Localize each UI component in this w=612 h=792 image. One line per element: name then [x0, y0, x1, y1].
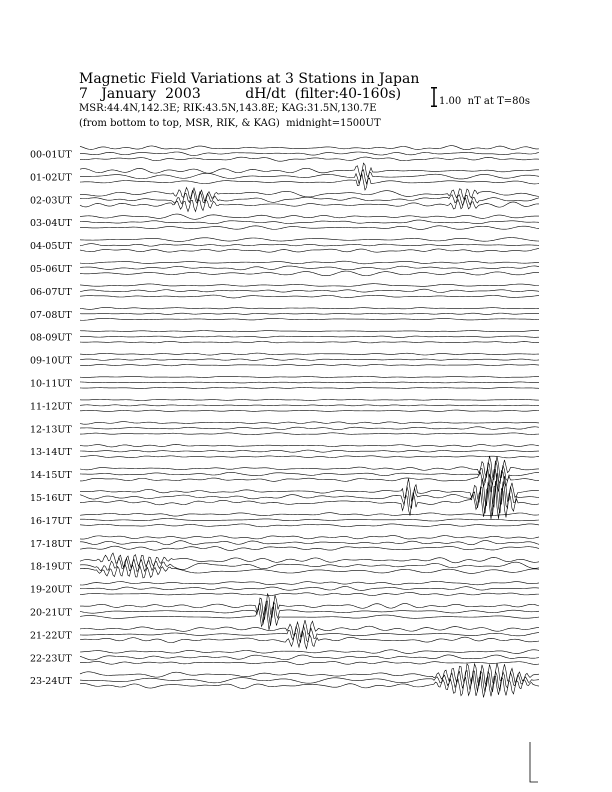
station-trace	[80, 399, 539, 400]
station-trace	[80, 422, 539, 425]
row-label: 20-21UT	[30, 607, 72, 619]
station-trace	[80, 152, 539, 156]
station-trace	[80, 524, 539, 527]
station-trace	[80, 481, 539, 516]
trace-tail	[530, 742, 538, 782]
station-trace	[80, 387, 539, 388]
row-label: 10-11UT	[30, 378, 72, 390]
station-trace	[80, 546, 539, 550]
row-label: 13-14UT	[30, 447, 72, 459]
station-trace	[80, 174, 539, 190]
row-label: 17-18UT	[30, 538, 72, 550]
station-trace	[80, 271, 539, 276]
station-trace	[80, 341, 539, 343]
station-trace	[80, 650, 539, 654]
station-trace	[80, 214, 539, 219]
station-trace	[80, 663, 539, 686]
station-trace	[80, 592, 539, 595]
station-trace	[80, 593, 539, 619]
station-trace	[80, 541, 539, 545]
station-trace	[80, 410, 539, 411]
row-label: 00-01UT	[30, 149, 72, 161]
station-trace	[80, 456, 539, 480]
station-trace	[80, 336, 539, 338]
station-trace	[80, 318, 539, 320]
row-label: 16-17UT	[30, 515, 72, 527]
row-label: 11-12UT	[30, 401, 72, 413]
station-trace	[80, 655, 539, 660]
row-label: 02-03UT	[30, 195, 72, 207]
station-trace	[80, 513, 539, 516]
station-trace	[80, 444, 539, 446]
station-trace	[80, 249, 539, 253]
station-trace	[80, 519, 539, 522]
station-trace	[80, 359, 539, 361]
station-trace	[80, 266, 539, 270]
row-label: 12-13UT	[30, 424, 72, 436]
scale-label: 1.00 nT at T=80s	[439, 96, 530, 107]
station-trace	[80, 427, 539, 430]
station-trace	[80, 163, 539, 178]
row-label: 08-09UT	[30, 332, 72, 344]
station-trace	[80, 157, 539, 161]
station-trace	[80, 331, 539, 332]
station-trace	[80, 220, 539, 224]
row-label: 18-19UT	[30, 561, 72, 573]
station-trace	[80, 238, 539, 242]
station-trace	[80, 313, 539, 314]
row-label: 07-08UT	[30, 309, 72, 321]
station-trace	[80, 244, 539, 246]
station-trace	[80, 470, 539, 493]
station-trace	[80, 461, 539, 485]
row-label: 22-23UT	[30, 653, 72, 665]
station-trace	[80, 581, 539, 585]
station-trace	[80, 601, 539, 626]
station-trace	[80, 587, 539, 591]
trace-order-note: (from bottom to top, MSR, RIK, & KAG) midnight=1500UT	[79, 118, 381, 129]
station-trace	[80, 450, 539, 452]
station-trace	[80, 226, 539, 230]
row-label: 05-06UT	[30, 263, 72, 275]
station-trace	[80, 382, 539, 383]
station-trace	[80, 456, 539, 458]
station-trace	[80, 284, 539, 287]
station-trace	[80, 353, 539, 355]
station-trace	[80, 146, 539, 150]
row-label: 01-02UT	[30, 172, 72, 184]
station-trace	[80, 405, 539, 406]
row-label: 21-22UT	[30, 630, 72, 642]
row-label: 15-16UT	[30, 492, 72, 504]
row-label: 23-24UT	[30, 676, 72, 688]
station-trace	[80, 433, 539, 435]
row-label: 06-07UT	[30, 286, 72, 298]
station-trace	[80, 364, 539, 366]
chart-title: Magnetic Field Variations at 3 Stations in Japan	[79, 71, 420, 87]
station-trace	[80, 261, 539, 264]
station-trace	[80, 289, 539, 292]
row-label: 19-20UT	[30, 584, 72, 596]
station-coordinates: MSR:44.4N,142.3E; RIK:43.5N,143.8E; KAG:31.5N,130.7E	[79, 103, 377, 114]
station-trace	[80, 661, 539, 664]
row-label: 04-05UT	[30, 241, 72, 253]
row-label: 03-04UT	[30, 218, 72, 230]
station-trace	[80, 307, 539, 309]
row-label: 14-15UT	[30, 470, 72, 482]
station-trace	[80, 536, 539, 539]
station-trace	[80, 565, 539, 578]
station-trace	[80, 295, 539, 298]
row-label: 09-10UT	[30, 355, 72, 367]
date-filter-line: 7 January 2003 dH/dt (filter:40-160s)	[79, 86, 402, 102]
station-trace	[80, 376, 539, 377]
